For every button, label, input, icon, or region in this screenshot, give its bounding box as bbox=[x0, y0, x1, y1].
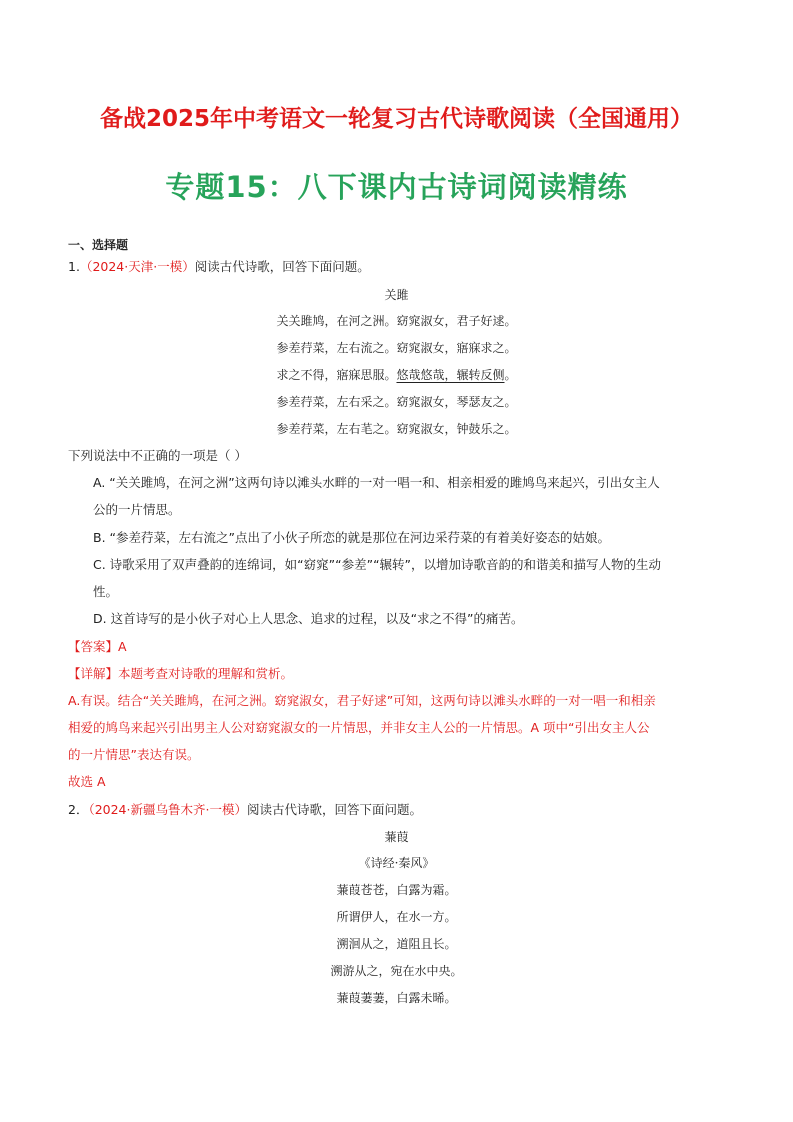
poem-line: 溯游从之，宛在水中央。 bbox=[330, 964, 463, 978]
detail-heading: 【详解】本题考查对诗歌的理解和赏析。 bbox=[68, 666, 294, 681]
poem-line-part: 求之不得，寤寐思服。 bbox=[276, 368, 397, 382]
question-number: 2． bbox=[68, 802, 89, 817]
question-stem: 下列说法中不正确的一项是（ ） bbox=[68, 448, 247, 463]
topic-title: 专题15：八下课内古诗词阅读精练 bbox=[165, 170, 628, 204]
question-1-header bbox=[68, 257, 370, 275]
document-title: 备战2025年中考语文一轮复习古代诗歌阅读（全国通用） bbox=[99, 106, 693, 132]
poem-source: 《诗经·秦风》 bbox=[358, 856, 435, 870]
option-a-cont: 公的一片情思。 bbox=[93, 502, 181, 517]
poem-line: 参差荇菜，左右采之。窈窕淑女，琴瑟友之。 bbox=[276, 395, 517, 409]
question-prompt: 阅读古代诗歌，回答下面问题。 bbox=[246, 802, 422, 817]
poem-line: 蒹葭苍苍，白露为霜。 bbox=[336, 883, 457, 897]
poem-title: 关雎 bbox=[384, 288, 409, 302]
option-c-cont: 性。 bbox=[93, 584, 119, 599]
answer: 【答案】A bbox=[68, 639, 127, 654]
option-c: C. 诗歌采用了双声叠韵的连绵词，如“窈窕”“参差”“辗转”，以增加诗歌音韵的和谐美和描写人物的生动 bbox=[93, 557, 662, 572]
option-a: A. “关关雎鸠，在河之洲”这两句诗以滩头水畔的一对一唱一和、相亲相爱的雎鸠鸟来起兴，引出女主人 bbox=[93, 475, 660, 490]
section-heading: 一、选择题 bbox=[68, 238, 129, 252]
poem-line: 所谓伊人，在水一方。 bbox=[336, 910, 457, 924]
poem-title: 蒹葭 bbox=[384, 830, 409, 844]
underlined-phrase: 悠哉悠哉，辗转反侧 bbox=[396, 368, 505, 382]
poem-line-end: 。 bbox=[504, 368, 517, 382]
poem-line: 参差荇菜，左右芼之。窈窕淑女，钟鼓乐之。 bbox=[276, 422, 517, 436]
option-d: D. 这首诗写的是小伙子对心上人思念、追求的过程，以及“求之不得”的痛苦。 bbox=[93, 611, 524, 626]
explanation-line: 的一片情思”表达有误。 bbox=[68, 747, 200, 762]
question-source: （2024·天津·一模） bbox=[79, 259, 195, 274]
poem-line: 溯洄从之，道阻且长。 bbox=[336, 937, 457, 951]
explanation-line: 相爱的鸠鸟来起兴引出男主人公对窈窕淑女的一片情思，并非女主人公的一片情思。A 项中“引出女主人公 bbox=[68, 720, 650, 735]
poem-line: 蒹葭萋萋，白露未晞。 bbox=[336, 991, 457, 1005]
explanation-line: A.有误。结合“关关雎鸠，在河之洲。窈窕淑女，君子好逑”可知，这两句诗以滩头水畔的一对一唱一和相亲 bbox=[68, 693, 656, 708]
option-b: B. “参差荇菜，左右流之”点出了小伙子所恋的就是那位在河边采荇菜的有着美好姿态的姑娘。 bbox=[93, 530, 610, 545]
poem-line bbox=[0, 366, 793, 383]
question-prompt: 阅读古代诗歌，回答下面问题。 bbox=[194, 259, 370, 274]
question-number: 1. bbox=[68, 259, 80, 274]
question-source: （2024·新疆乌鲁木齐·一模） bbox=[88, 802, 247, 817]
final-choice: 故选 A bbox=[68, 774, 106, 789]
poem-line: 参差荇菜，左右流之。窈窕淑女，寤寐求之。 bbox=[276, 341, 517, 355]
poem-line: 关关雎鸠，在河之洲。窈窕淑女，君子好逑。 bbox=[276, 314, 517, 328]
question-2-header bbox=[68, 800, 422, 818]
